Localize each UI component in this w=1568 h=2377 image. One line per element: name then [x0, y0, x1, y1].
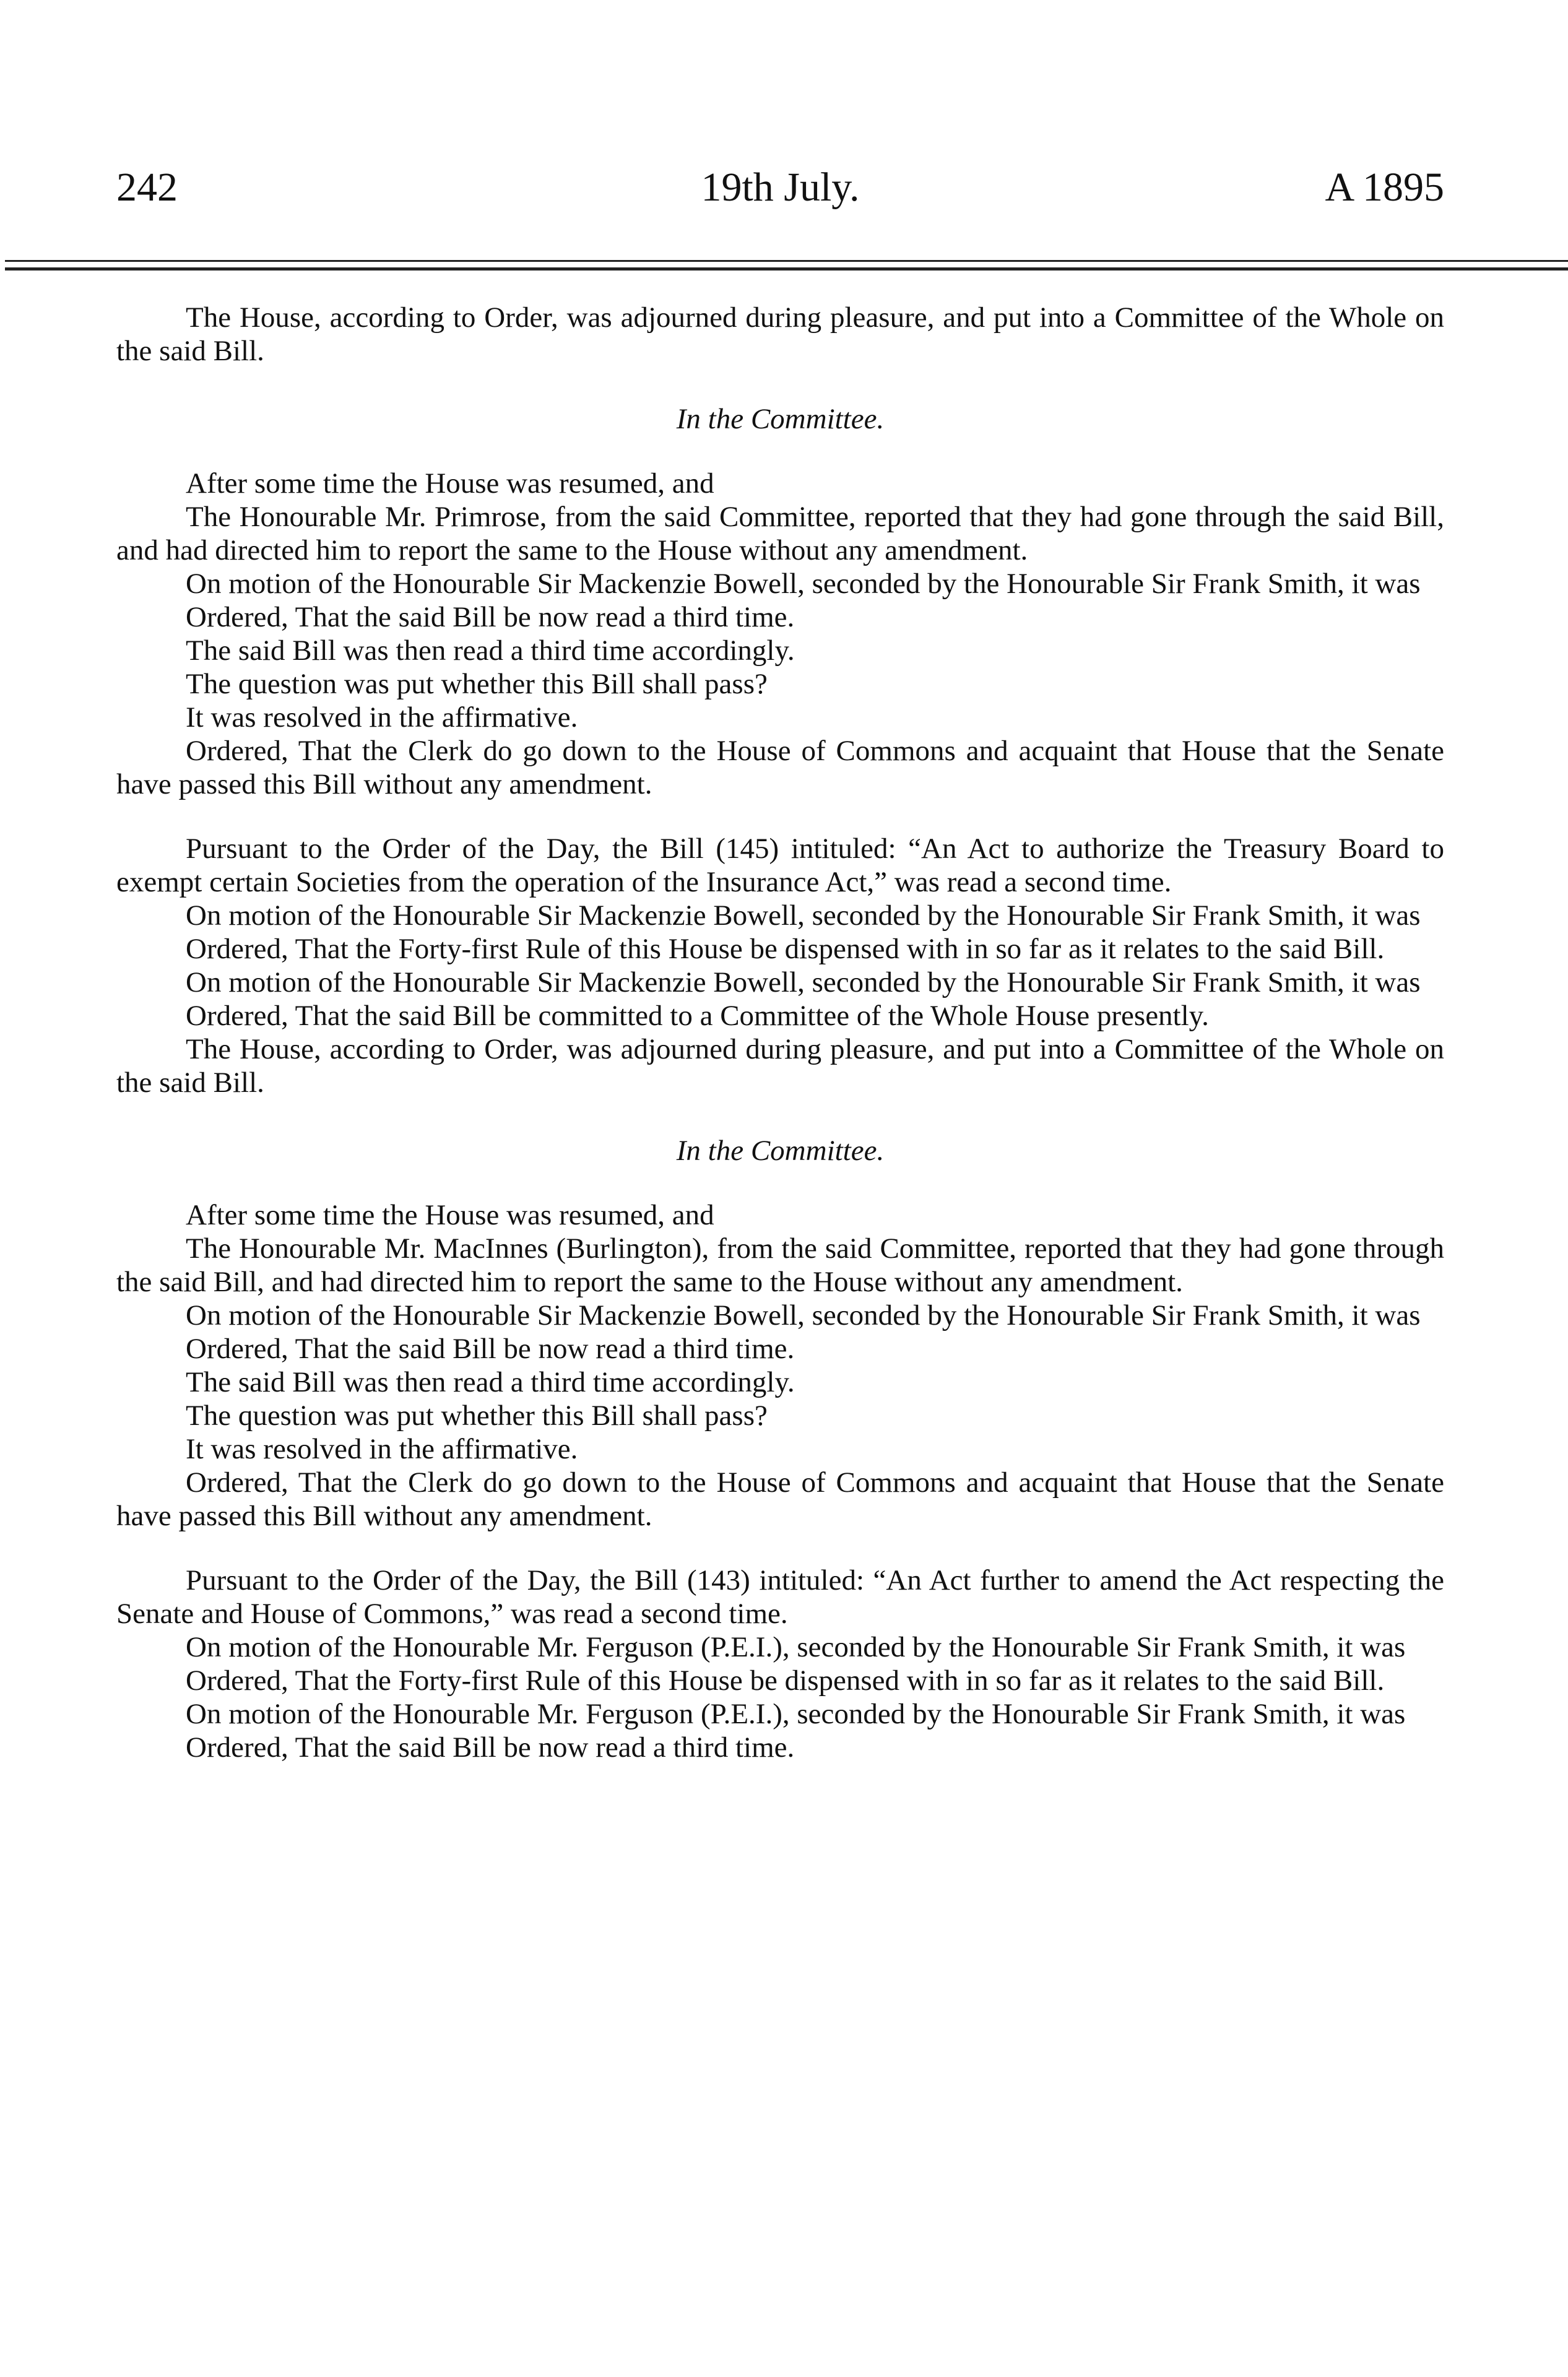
paragraph: On motion of the Honourable Sir Mackenzie Bowell, seconded by the Honourable Sir Frank Smith, it was — [186, 1299, 1421, 1331]
paragraph: The House, according to Order, was adjourned during pleasure, and put into a Committee of the Whole on the said Bill. — [116, 301, 1444, 367]
section-heading: In the Committee. — [676, 1135, 885, 1167]
page-number: 242 — [116, 165, 178, 210]
page-body — [116, 301, 1444, 1764]
page-year: A 1895 — [1325, 165, 1444, 210]
paragraph: The Honourable Mr. Primrose, from the said Committee, reported that they had gone through the said Bill, and had directed him to report the same to the House without any amendment. — [116, 501, 1444, 566]
paragraph: The question was put whether this Bill shall pass? — [186, 1400, 768, 1432]
paragraph: Pursuant to the Order of the Day, the Bill (143) intituled: “An Act further to amend the Act respecting the Senate and House of Commons,” was read a second time. — [116, 1564, 1444, 1630]
paragraph: Ordered, That the Clerk do go down to the House of Commons and acquaint that House that the Senate have passed this Bill without any amendment. — [116, 735, 1444, 800]
paragraph: It was resolved in the affirmative. — [186, 1433, 578, 1465]
paragraph: On motion of the Honourable Sir Mackenzie Bowell, seconded by the Honourable Sir Frank Smith, it was — [186, 568, 1421, 600]
header-rule-bottom — [5, 267, 1568, 271]
paragraph: The question was put whether this Bill shall pass? — [186, 668, 768, 700]
paragraph: After some time the House was resumed, and — [186, 467, 714, 500]
paragraph: The said Bill was then read a third time accordingly. — [186, 1366, 795, 1398]
paragraph: On motion of the Honourable Mr. Ferguson (P.E.I.), seconded by the Honourable Sir Frank Smith, it was — [186, 1698, 1406, 1730]
page-date: 19th July. — [701, 165, 860, 210]
paragraph: It was resolved in the affirmative. — [186, 701, 578, 734]
paragraph: Ordered, That the said Bill be now read a third time. — [186, 1731, 795, 1764]
paragraph: The House, according to Order, was adjourned during pleasure, and put into a Committee of the Whole on the said Bill. — [116, 1033, 1444, 1099]
paragraph: On motion of the Honourable Mr. Ferguson (P.E.I.), seconded by the Honourable Sir Frank Smith, it was — [186, 1631, 1406, 1663]
paragraph: The said Bill was then read a third time accordingly. — [186, 634, 795, 667]
page-header — [116, 0, 1444, 241]
paragraph: Ordered, That the said Bill be now read a third time. — [186, 1333, 795, 1365]
paragraph: Ordered, That the Forty-first Rule of this House be dispensed with in so far as it relates to the said Bill. — [186, 1665, 1385, 1697]
paragraph: The Honourable Mr. MacInnes (Burlington), from the said Committee, reported that they had gone through the said Bill, and had directed him to report the same to the House without any amendment. — [116, 1232, 1444, 1298]
section-heading: In the Committee. — [676, 403, 885, 435]
paragraph: Ordered, That the Forty-first Rule of this House be dispensed with in so far as it relates to the said Bill. — [186, 933, 1385, 965]
header-rule-top — [5, 260, 1568, 262]
paragraph: Ordered, That the said Bill be now read a third time. — [186, 601, 795, 633]
paragraph: Ordered, That the Clerk do go down to the House of Commons and acquaint that House that the Senate have passed this Bill without any amendment. — [116, 1466, 1444, 1532]
paragraph: Ordered, That the said Bill be committed to a Committee of the Whole House presently. — [186, 1000, 1209, 1032]
paragraph: Pursuant to the Order of the Day, the Bill (145) intituled: “An Act to authorize the Treasury Board to exempt certain Societies from the operation of the Insurance Act,” was read a second time. — [116, 833, 1444, 898]
paragraph: On motion of the Honourable Sir Mackenzie Bowell, seconded by the Honourable Sir Frank Smith, it was — [186, 966, 1421, 998]
paragraph: After some time the House was resumed, and — [186, 1199, 714, 1231]
paragraph: On motion of the Honourable Sir Mackenzie Bowell, seconded by the Honourable Sir Frank Smith, it was — [186, 899, 1421, 932]
